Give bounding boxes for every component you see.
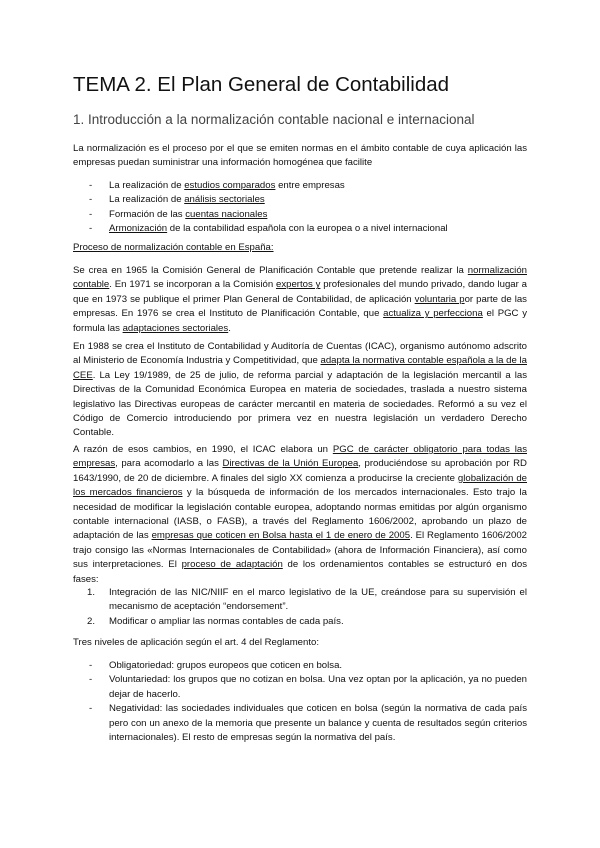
list-marker: 1. xyxy=(87,587,96,598)
text-run: de los ordenamientos contables se estructuró en dos fases: xyxy=(73,559,527,585)
section-heading: 1. Introducción a la normalización contable nacional e internacional xyxy=(73,112,475,127)
paragraph-text xyxy=(73,340,527,441)
list-item-text: entre empresas xyxy=(275,180,345,191)
text-run: . En 1971 se incorporan a la Comisión xyxy=(109,279,276,291)
list-marker: - xyxy=(89,660,93,671)
levels-list xyxy=(73,659,527,745)
list-item-term: análisis sectoriales xyxy=(184,194,265,206)
list-item-text: de la contabilidad española con la europea o a nivel internacional xyxy=(167,223,448,235)
underlined-term: actualiza y perfecciona xyxy=(383,308,483,320)
process-heading: Proceso de normalización contable en España: xyxy=(73,242,274,253)
underlined-term: PGC de carácter obligatorio para todas las empresas xyxy=(73,444,527,470)
list-item xyxy=(73,222,527,236)
levels-intro: Tres niveles de aplicación según el art. 4 del Reglamento: xyxy=(73,637,320,648)
text-run: . El Reglamento 1606/2002 trajo consigo las «Normas Internacionales de Contabilidad» (ahora de Información Financiera), así como sus interpretaciones. El xyxy=(73,530,528,571)
text-run: . xyxy=(228,322,231,334)
list-item-text: Formación de las xyxy=(109,208,186,220)
paragraph-1988 xyxy=(73,340,527,441)
list-item-text: La realización de xyxy=(109,194,185,206)
paragraph-text xyxy=(73,443,527,587)
paragraph-1965 xyxy=(73,264,527,336)
paragraph-text xyxy=(73,264,527,336)
text-run: el PGC y formula las xyxy=(73,308,527,334)
list-item-text: Modificar o ampliar las normas contables de cada país. xyxy=(109,615,344,627)
list-item xyxy=(73,208,527,222)
list-item xyxy=(73,673,527,702)
text-run: profesionales del mundo privado, dando lugar a que en 1973 se publique el primer Plan General de Contabilidad, de aplicación xyxy=(73,279,527,305)
underlined-term: expertos y xyxy=(276,279,321,291)
list-marker: - xyxy=(89,208,93,220)
list-item-text: La realización de xyxy=(109,180,185,191)
phases-list xyxy=(73,586,527,629)
underlined-term: adapta la normativa contable española a la de la CEE xyxy=(73,355,527,381)
list-item xyxy=(73,659,527,673)
underlined-term: globalización de los mercados financieros xyxy=(73,472,528,499)
text-run: , para acomodarlo a las xyxy=(115,458,223,470)
text-run: or parte de las empresas. En 1976 se crea el Instituto de Planificación Contable, que xyxy=(73,293,527,320)
list-item xyxy=(73,193,527,207)
underlined-term: Directivas de la Unión Europea xyxy=(222,458,359,470)
text-run: y la búsqueda de información de los mercados internacionales. Esto trajo la necesidad de modificar la legislación contable europea, adoptando normas emitidas por algún organismo contable internacional (IASB, o FASB), a través del Reglamento 1606/2002, aprobando un plazo de adaptación de las xyxy=(73,487,527,542)
underlined-term: empresas que coticen en Bolsa hasta el 1 de enero de 2005 xyxy=(151,530,411,542)
list-item xyxy=(73,615,527,629)
list-item-term: cuentas nacionales xyxy=(185,208,268,220)
text-run: A razón de esos cambios, en 1990, el ICAC elabora un xyxy=(73,444,333,455)
text-run: , produciéndose su aprobación por RD 1643/1990, de 20 de diciembre. A finales del siglo XX comienza a producirse la creciente xyxy=(73,458,527,484)
underlined-term: adaptaciones sectoriales xyxy=(122,322,229,334)
paragraph-1990 xyxy=(73,443,527,587)
list-marker: 2. xyxy=(87,615,96,627)
list-item-text: Voluntariedad: los grupos que no cotizan en bolsa. Una vez optan por la aplicación, ya no pueden dejar de hacerlo. xyxy=(109,674,527,700)
list-item xyxy=(73,586,527,615)
list-marker: - xyxy=(89,674,93,686)
page-title: TEMA 2. El Plan General de Contabilidad xyxy=(73,73,450,96)
underlined-term: normalización contable xyxy=(73,265,527,291)
list-item-text: Negatividad: las sociedades individuales que coticen en bolsa (según la normativa de cada país pero con un anexo de la memoria que presente un balance y cuenta de resultados según criterios internacionales). El resto de empresas según la normativa del país. xyxy=(109,703,527,744)
underlined-term: proceso de adaptación xyxy=(181,559,283,571)
list-item-term: Armonización xyxy=(109,223,168,235)
list-item-text: Integración de las NIC/NIIF en el marco legislativo de la UE, creándose para su supervisión el mecanismo de aceptación “endorsement”. xyxy=(109,587,527,613)
list-marker: - xyxy=(89,703,93,715)
list-marker: - xyxy=(89,180,93,191)
list-item-text: Obligatoriedad: grupos europeos que coticen en bolsa. xyxy=(109,660,343,671)
list-item xyxy=(73,179,527,193)
text-run: En 1988 se crea el Instituto de Contabilidad y Auditoría de Cuentas (ICAC), organismo autónomo adscrito al Ministerio de Economía Industria y Competitividad, que xyxy=(73,341,527,367)
list-item xyxy=(73,702,527,745)
list-marker: - xyxy=(89,194,93,206)
intro-text: La normalización es el proceso por el que se emiten normas en el ámbito contable de cuya aplicación las empresas puedan suministrar una información homogénea que facilite xyxy=(73,143,527,169)
text-run: . La Ley 19/1989, de 25 de julio, de reforma parcial y adaptación de la legislación mercantil a las Directivas de la Comunidad Económica Europea en materia de sociedades, traslada a nuestro sistema legislativo las Directivas europeas de carácter mercantil en materia de sociedades. Reformó a su vez el Código de Comercio introduciendo por primera vez en nuestra legislación un verdadero Derecho Contable. xyxy=(73,369,527,439)
intro-paragraph xyxy=(73,142,527,171)
list-marker: - xyxy=(89,223,93,235)
purpose-list xyxy=(73,179,527,237)
underlined-term: voluntaria p xyxy=(414,293,465,305)
list-item-term: estudios comparados xyxy=(184,180,276,191)
text-run: Se crea en 1965 la Comisión General de Planificación Contable que pretende realizar la xyxy=(73,265,468,276)
